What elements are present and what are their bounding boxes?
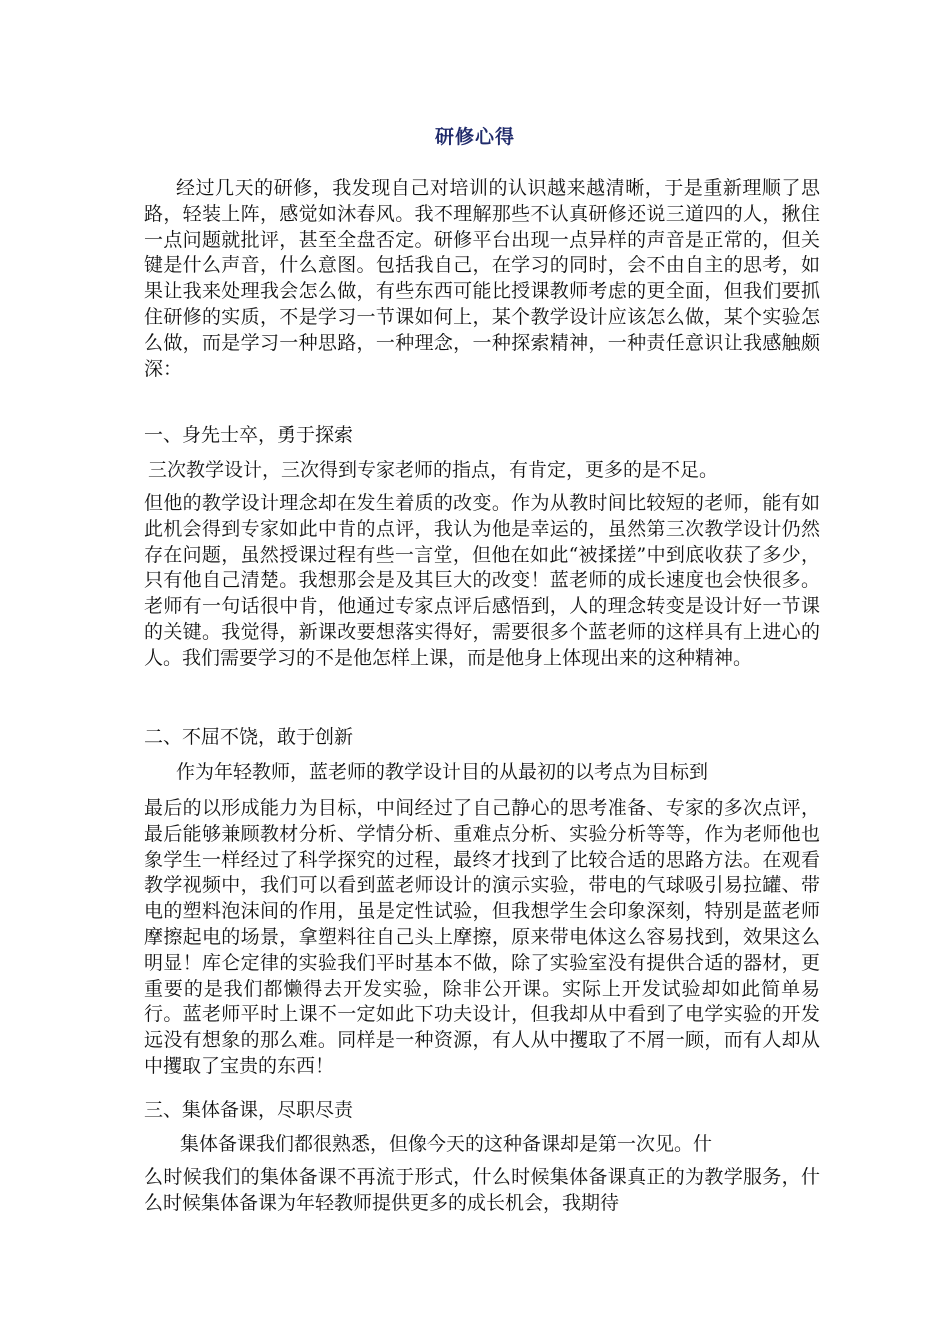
intro-paragraph: 经过几天的研修，我发现自己对培训的认识越来越清晰，于是重新理顺了思路，轻装上阵，感觉如沐春风。我不理解那些不认真研修还说三道四的人，揪住一点问题就批评，甚至全盘否定。研修平台出现一点异样的声音是正常的，但关键是什么声音，什么意图。包括我自己，在学习的同时，会不由自主的思考，如果让我来处理我会怎么做，有些东西可能比授课教师考虑的更全面，但我们要抓住研修的实质，不是学习一节课如何上，某个教学设计应该怎么做，某个实验怎么做，而是学习一种思路，一种理念，一种探索精神，一种责任意识让我感触颇深： xyxy=(144,177,820,380)
section-heading-1: 一、身先士卒，勇于探索 xyxy=(144,424,354,446)
section-3-body: 么时候我们的集体备课不再流于形式，什么时候集体备课真正的为教学服务，什么时候集体备课为年轻教师提供更多的成长机会，我期待 xyxy=(144,1166,820,1214)
section-1-lead: 三次教学设计，三次得到专家老师的指点，有肯定，更多的是不足。 xyxy=(148,459,719,481)
section-2-body: 最后的以形成能力为目标，中间经过了自己静心的思考准备、专家的多次点评，最后能够兼顾教材分析、学情分析、重难点分析、实验分析等等，作为老师他也象学生一样经过了科学探究的过程，最终才找到了比较合适的思路方法。在观看教学视频中，我们可以看到蓝老师设计的演示实验，带电的气球吸引易拉罐、带电的塑料泡沫间的作用，虽是定性试验，但我想学生会印象深刻，特别是蓝老师摩擦起电的场景，拿塑料往自己头上摩擦，原来带电体这么容易找到，效果这么明显！库仑定律的实验我们平时基本不做，除了实验室没有提供合适的器材，更重要的是我们都懒得去开发实验，除非公开课。实际上开发试验却如此简单易行。蓝老师平时上课不一定如此下功夫设计，但我却从中看到了电学实验的开发远没有想象的那么难。同样是一种资源，有人从中攫取了不屑一顾，而有人却从中攫取了宝贵的东西！ xyxy=(144,797,820,1077)
section-heading-3: 三、集体备课，尽职尽责 xyxy=(144,1099,354,1121)
section-heading-2: 二、不屈不饶，敢于创新 xyxy=(144,726,354,748)
section-3-lead: 集体备课我们都很熟悉，但像今天的这种备课却是第一次见。什 xyxy=(180,1133,713,1155)
section-1-body: 但他的教学设计理念却在发生着质的改变。作为从教时间比较短的老师，能有如此机会得到专家如此中肯的点评，我认为他是幸运的，虽然第三次教学设计仍然存在问题，虽然授课过程有些一言堂，但他在如此“被揉搓”中到底收获了多少，只有他自己清楚。我想那会是及其巨大的改变！蓝老师的成长速度也会快很多。老师有一句话很中肯，他通过专家点评后感悟到，人的理念转变是设计好一节课的关键。我觉得，新课改要想落实得好，需要很多个蓝老师的这样具有上进心的人。我们需要学习的不是他怎样上课，而是他身上体现出来的这种精神。 xyxy=(144,492,820,669)
section-2-lead: 作为年轻教师，蓝老师的教学设计目的从最初的以考点为目标到 xyxy=(176,761,709,783)
page-title: 研修心得 xyxy=(434,126,515,148)
